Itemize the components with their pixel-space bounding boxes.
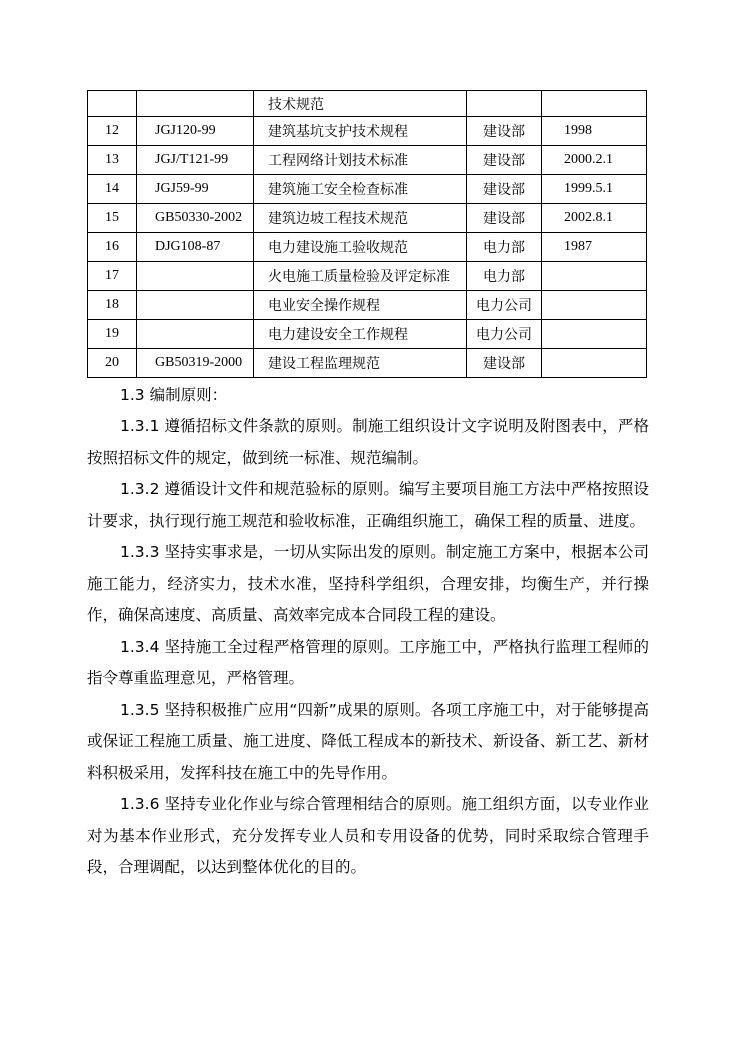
table-row	[88, 91, 647, 117]
issuing-department: 建设部	[467, 204, 542, 233]
effective-date	[542, 320, 647, 349]
table-row	[88, 320, 647, 349]
standard-code: DJG108-87	[137, 233, 254, 262]
standard-name: 工程网络计划技术标准	[254, 146, 467, 175]
paragraph: 1.3.6 坚持专业化作业与综合管理相结合的原则。施工组织方面，以专业作业对为基本作业形式，充分发挥专业人员和专用设备的优势，同时采取综合管理手段，合理调配，以达到整体优化的目的。	[87, 795, 649, 876]
standard-code: JGJ120-99	[137, 117, 254, 146]
standard-code: GB50319-2000	[137, 349, 254, 378]
effective-date	[542, 91, 647, 117]
row-number: 16	[88, 233, 137, 262]
effective-date: 2002.8.1	[542, 204, 647, 233]
paragraph: 1.3.5 坚持积极推广应用“四新”成果的原则。各项工序施工中，对于能够提高或保证工程施工质量、施工进度、降低工程成本的新技术、新设备、新工艺、新材料积极采用，发挥科技在施工中的先导作用。	[87, 700, 649, 782]
paragraph: 1.3.1 遵循招标文件条款的原则。制施工组织设计文字说明及附图表中，严格按照招标文件的规定，做到统一标准、规范编制。	[87, 417, 649, 467]
issuing-department: 建设部	[467, 117, 542, 146]
standard-code: GB50330-2002	[137, 204, 254, 233]
standard-name: 电力建设施工验收规范	[254, 233, 467, 262]
paragraph: 1.3.4 坚持施工全过程严格管理的原则。工序施工中，严格执行监理工程师的指令尊重监理意见，严格管理。	[87, 637, 649, 687]
standard-name: 建筑施工安全检查标准	[254, 175, 467, 204]
standard-name: 电业安全操作规程	[254, 291, 467, 320]
issuing-department: 建设部	[467, 175, 542, 204]
standard-code	[137, 91, 254, 117]
standard-code	[137, 320, 254, 349]
row-number: 17	[88, 262, 137, 291]
standards-table	[87, 90, 647, 378]
row-number: 12	[88, 117, 137, 146]
table-row	[88, 262, 647, 291]
effective-date: 1999.5.1	[542, 175, 647, 204]
row-number: 20	[88, 349, 137, 378]
section-heading: 1.3 编制原则：	[120, 386, 228, 404]
standard-name: 建筑边坡工程技术规范	[254, 204, 467, 233]
effective-date	[542, 349, 647, 378]
standard-code: JGJ59-99	[137, 175, 254, 204]
effective-date	[542, 262, 647, 291]
issuing-department: 电力部	[467, 233, 542, 262]
table-row	[88, 146, 647, 175]
issuing-department: 建设部	[467, 349, 542, 378]
row-number	[88, 91, 137, 117]
standard-code	[137, 291, 254, 320]
row-number: 15	[88, 204, 137, 233]
effective-date	[542, 291, 647, 320]
table-row	[88, 291, 647, 320]
issuing-department: 建设部	[467, 146, 542, 175]
standard-name: 电力建设安全工作规程	[254, 320, 467, 349]
paragraph: 1.3.3 坚持实事求是，一切从实际出发的原则。制定施工方案中，根据本公司施工能力，经济实力，技术水准，坚持科学组织，合理安排，均衡生产，并行操作，确保高速度、高质量、高效率完成本合同段工程的建设。	[87, 543, 649, 624]
issuing-department: 电力公司	[467, 320, 542, 349]
table-row	[88, 349, 647, 378]
table-row	[88, 204, 647, 233]
table-row	[88, 233, 647, 262]
issuing-department: 电力公司	[467, 291, 542, 320]
standard-name: 建筑基坑支护技术规程	[254, 117, 467, 146]
table-row	[88, 117, 647, 146]
row-number: 13	[88, 146, 137, 175]
effective-date: 1987	[542, 233, 647, 262]
standard-code	[137, 262, 254, 291]
effective-date: 2000.2.1	[542, 146, 647, 175]
issuing-department: 电力部	[467, 262, 542, 291]
row-number: 18	[88, 291, 137, 320]
standard-code: JGJ/T121-99	[137, 146, 254, 175]
paragraph: 1.3.2 遵循设计文件和规范验标的原则。编写主要项目施工方法中严格按照设计要求，执行现行施工规范和验收标准，正确组织施工，确保工程的质量、进度。	[87, 480, 649, 530]
issuing-department	[467, 91, 542, 117]
effective-date: 1998	[542, 117, 647, 146]
row-number: 14	[88, 175, 137, 204]
standard-name: 建设工程监理规范	[254, 349, 467, 378]
table-row	[88, 175, 647, 204]
standard-name: 技术规范	[254, 91, 467, 117]
standard-name: 火电施工质量检验及评定标准	[254, 262, 467, 291]
row-number: 19	[88, 320, 137, 349]
section-content	[87, 380, 649, 884]
